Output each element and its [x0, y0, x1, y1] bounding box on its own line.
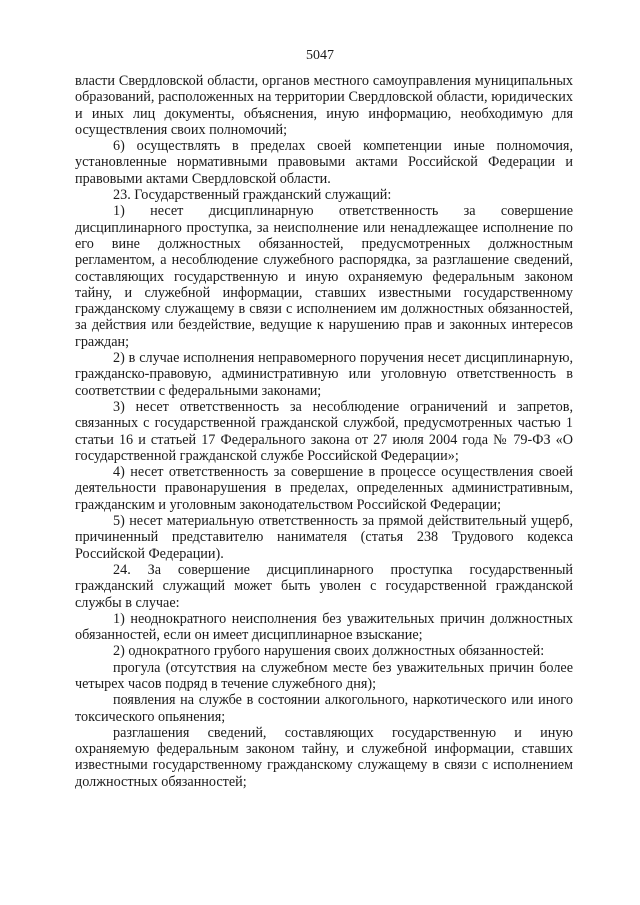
paragraph-23-item-5: 5) несет материальную ответственность за прямой действительный ущерб, причиненный представителю нанимателя (статья 238 Трудового кодекса Российской Федерации).	[75, 513, 573, 562]
paragraph-23-item-4: 4) несет ответственность за совершение в процессе осуществления своей деятельности правонарушения в пределах, определенных административным, гражданским и уголовным законодательством Российской Федерации;	[75, 464, 573, 513]
paragraph-continuation: власти Свердловской области, органов местного самоуправления муниципальных образований, расположенных на территории Свердловской области, юридических и иных лиц документы, объяснения, иную информацию, необходимую для осуществления своих полномочий;	[75, 73, 573, 138]
paragraph-section-23: 23. Государственный гражданский служащий:	[113, 187, 392, 204]
paragraph-23-item-2: 2) в случае исполнения неправомерного поручения несет дисциплинарную, гражданско-правовую, административную или уголовную ответственность в соответствии с федеральными законами;	[75, 350, 573, 399]
paragraph-24-absence: прогула (отсутствия на служебном месте без уважительных причин более четырех часов подряд в течение служебного дня);	[75, 659, 573, 692]
paragraph-23-item-3: 3) несет ответственность за несоблюдение ограничений и запретов, связанных с государственной гражданской службой, предусмотренных частью 1 статьи 16 и статьей 17 Федерального закона от 27 июля 2004 года № 79-ФЗ «О государственной гражданской службе Российской Федерации»;	[75, 398, 573, 464]
document-body	[75, 73, 573, 790]
paragraph-24-disclosure: разглашения сведений, составляющих государственную и иную охраняемую федеральным законом тайну, и служебной информации, ставших известными государственному гражданскому служащему в связи с исполнением должностных обязанностей;	[75, 724, 573, 790]
paragraph-section-24: 24. За совершение дисциплинарного проступка государственный гражданский служащий может быть уволен с государственной гражданской службы в случае:	[75, 561, 573, 611]
page-number: 5047	[306, 48, 334, 63]
paragraph-24-item-2: 2) однократного грубого нарушения своих должностных обязанностей:	[113, 643, 545, 660]
paragraph-item-6: 6) осуществлять в пределах своей компетенции иные полномочия, установленные нормативными правовыми актами Российской Федерации и правовыми актами Свердловской области.	[75, 138, 573, 187]
paragraph-24-intoxication: появления на службе в состоянии алкогольного, наркотического или иного токсического опьянения;	[75, 692, 573, 725]
paragraph-24-item-1: 1) неоднократного неисполнения без уважительных причин должностных обязанностей, если он имеет дисциплинарное взыскание;	[75, 610, 573, 644]
paragraph-23-item-1: 1) несет дисциплинарную ответственность за совершение дисциплинарного проступка, за неисполнение или ненадлежащее исполнение по его вине должностных обязанностей, предусмотренных должностным регламентом, а несоблюдение служебного распорядка, за разглашение сведений, составляющих государственную и иную охраняемую федеральным законом тайну, и служебной информации, ставших известными государственному гражданскому служащему в связи с исполнением им должностных обязанностей, за действия или бездействие, ведущие к нарушению прав и законных интересов граждан;	[75, 203, 573, 350]
